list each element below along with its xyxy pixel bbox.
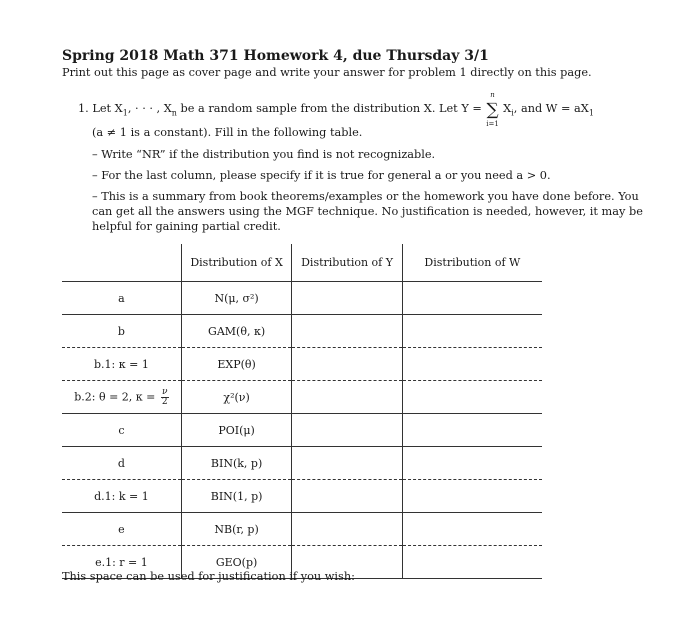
dist-y-answer[interactable]: [292, 513, 402, 546]
bullet-summary-1: – This is a summary from book theorems/examples or the homework you have done before. You: [92, 190, 639, 203]
summation-symbol: n ∑ i=1: [486, 91, 499, 128]
dist-w-answer[interactable]: [402, 282, 542, 315]
dist-y-answer[interactable]: [292, 282, 402, 315]
dist-x-cell: N(μ, σ²): [181, 282, 291, 315]
dist-w-answer[interactable]: [402, 480, 542, 513]
dist-y-answer[interactable]: [292, 381, 402, 414]
row-label: b.2: θ = 2, κ = $\frac{\nu}{2}$: [62, 381, 181, 414]
header-dist-y: Distribution of Y: [292, 244, 402, 282]
header-blank: [62, 244, 181, 282]
dist-y-answer[interactable]: [292, 348, 402, 381]
table-row: [62, 480, 542, 513]
distribution-table: [62, 244, 542, 579]
table-row: [62, 348, 542, 381]
bullet-nr: – Write “NR” if the distribution you find is not recognizable.: [92, 148, 436, 161]
page-subtitle: Print out this page as cover page and write your answer for problem 1 directly on this page.: [62, 66, 592, 79]
row-label: b.1: κ = 1: [62, 348, 181, 381]
bullet-last-column: – For the last column, please specify if it is true for general a or you need a > 0.: [92, 169, 551, 182]
table-row: [62, 414, 542, 447]
dist-x-cell: GEO(p): [181, 546, 291, 579]
row-label: e: [62, 513, 181, 546]
dist-w-answer[interactable]: [402, 381, 542, 414]
dist-x-cell: χ²(ν): [181, 381, 291, 414]
row-label: b: [62, 315, 181, 348]
bullet-summary-3: helpful for gaining partial credit.: [92, 220, 281, 233]
page-title: Spring 2018 Math 371 Homework 4, due Thursday 3/1: [62, 48, 489, 64]
fraction: $\frac{\nu}{2}$: [161, 386, 168, 407]
justification-note: This space can be used for justification if you wish:: [62, 570, 355, 583]
table-row: [62, 513, 542, 546]
bullet-summary-2: can get all the answers using the MGF technique. No justification is needed, however, it may be: [92, 205, 643, 218]
row-label: a: [62, 282, 181, 315]
header-dist-w: Distribution of W: [402, 244, 542, 282]
dist-w-answer[interactable]: [402, 447, 542, 480]
dist-x-cell: BIN(k, p): [181, 447, 291, 480]
dist-x-cell: NB(r, p): [181, 513, 291, 546]
table-row: [62, 282, 542, 315]
dist-x-cell: EXP(θ): [181, 348, 291, 381]
dist-x-cell: BIN(1, p): [181, 480, 291, 513]
dist-y-answer[interactable]: [292, 315, 402, 348]
dist-x-cell: POI(μ): [181, 414, 291, 447]
dist-y-answer[interactable]: [292, 480, 402, 513]
table-row: [62, 381, 542, 414]
row-label: d: [62, 447, 181, 480]
dist-w-answer[interactable]: [402, 546, 542, 579]
header-dist-x: Distribution of X: [181, 244, 291, 282]
dist-w-answer[interactable]: [402, 315, 542, 348]
dist-y-answer[interactable]: [292, 414, 402, 447]
dist-w-answer[interactable]: [402, 513, 542, 546]
dist-x-cell: GAM(θ, κ): [181, 315, 291, 348]
dist-w-answer[interactable]: [402, 348, 542, 381]
row-label: c: [62, 414, 181, 447]
dist-y-answer[interactable]: [292, 447, 402, 480]
row-label: e.1: r = 1: [62, 546, 181, 579]
table-header-row: [62, 244, 542, 282]
table-row: [62, 315, 542, 348]
problem-statement: 1. Let $X_1$, · · · , $X_n$ be a random sample from the distribution X. Let Y = n ∑ i=1 $X_i$, and $W = aX_1$: [78, 91, 594, 128]
problem-line-2: (a ≠ 1 is a constant). Fill in the following table.: [92, 126, 363, 139]
dist-w-answer[interactable]: [402, 414, 542, 447]
table-row: [62, 447, 542, 480]
row-label: d.1: k = 1: [62, 480, 181, 513]
